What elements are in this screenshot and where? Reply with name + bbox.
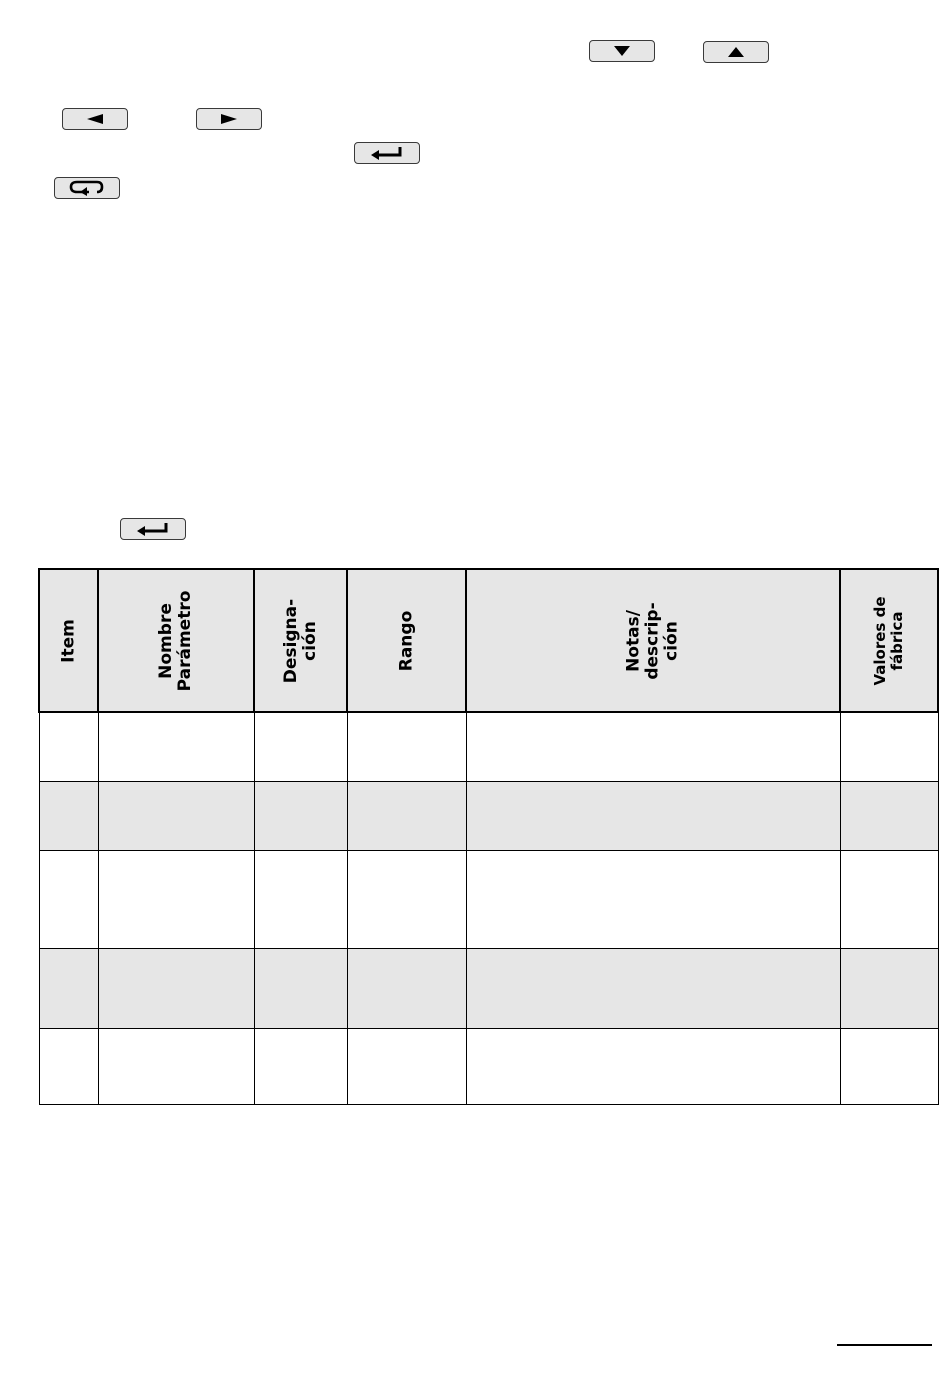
- table-cell: [98, 781, 254, 850]
- table-cell: [840, 781, 938, 850]
- header-nombre-parametro: [98, 569, 254, 712]
- triangle-down-icon: [612, 45, 632, 57]
- header-designacion-label: Designa- ción: [280, 598, 320, 683]
- parameter-table: [38, 568, 939, 1105]
- left-arrow-key[interactable]: [62, 108, 128, 130]
- table-cell: [98, 850, 254, 948]
- table-cell: [347, 1028, 466, 1104]
- table-row: [39, 781, 938, 850]
- table-cell: [840, 850, 938, 948]
- triangle-right-icon: [219, 113, 239, 125]
- table-cell: [347, 712, 466, 781]
- table-cell: [254, 948, 347, 1028]
- table-cell: [98, 1028, 254, 1104]
- table-cell: [840, 712, 938, 781]
- table-cell: [466, 781, 840, 850]
- table-cell: [254, 781, 347, 850]
- enter-arrow-icon: [135, 522, 171, 536]
- table-cell: [39, 712, 98, 781]
- table-cell: [466, 948, 840, 1028]
- table-cell: [39, 850, 98, 948]
- header-rango: [347, 569, 466, 712]
- table-cell: [98, 948, 254, 1028]
- table-cell: [39, 781, 98, 850]
- table-cell: [347, 850, 466, 948]
- table-row: [39, 850, 938, 948]
- table-cell: [466, 850, 840, 948]
- table-cell: [39, 948, 98, 1028]
- up-arrow-key[interactable]: [703, 41, 769, 63]
- triangle-up-icon: [726, 46, 746, 58]
- enter-arrow-icon: [369, 146, 405, 160]
- table-cell: [840, 948, 938, 1028]
- table-cell: [254, 1028, 347, 1104]
- header-item: [39, 569, 98, 712]
- table-header-row: [39, 569, 938, 712]
- enter-key[interactable]: [354, 142, 420, 164]
- down-arrow-key[interactable]: [589, 40, 655, 62]
- footer-rule: [837, 1344, 932, 1346]
- enter-key-2[interactable]: [120, 518, 186, 540]
- right-arrow-key[interactable]: [196, 108, 262, 130]
- header-notas-descripcion: [466, 569, 840, 712]
- header-valores-de-fabrica: [840, 569, 938, 712]
- return-loop-icon: [67, 180, 107, 196]
- escape-key[interactable]: [54, 177, 120, 199]
- table-cell: [347, 948, 466, 1028]
- header-nombre-parametro-label: Nombre Parámetro: [156, 590, 195, 691]
- table-cell: [466, 1028, 840, 1104]
- header-rango-label: Rango: [396, 610, 416, 671]
- table-row: [39, 1028, 938, 1104]
- table-row: [39, 948, 938, 1028]
- table-cell: [39, 1028, 98, 1104]
- table-cell: [347, 781, 466, 850]
- table-cell: [254, 712, 347, 781]
- triangle-left-icon: [85, 113, 105, 125]
- table-cell: [98, 712, 254, 781]
- table-cell: [466, 712, 840, 781]
- header-designacion: [254, 569, 347, 712]
- header-valores-de-fabrica-label: Valores de fábrica: [871, 596, 906, 685]
- header-item-label: Item: [58, 618, 78, 663]
- table-cell: [254, 850, 347, 948]
- header-notas-descripcion-label: Notas/ descrip- ción: [623, 601, 682, 680]
- table-row: [39, 712, 938, 781]
- table-cell: [840, 1028, 938, 1104]
